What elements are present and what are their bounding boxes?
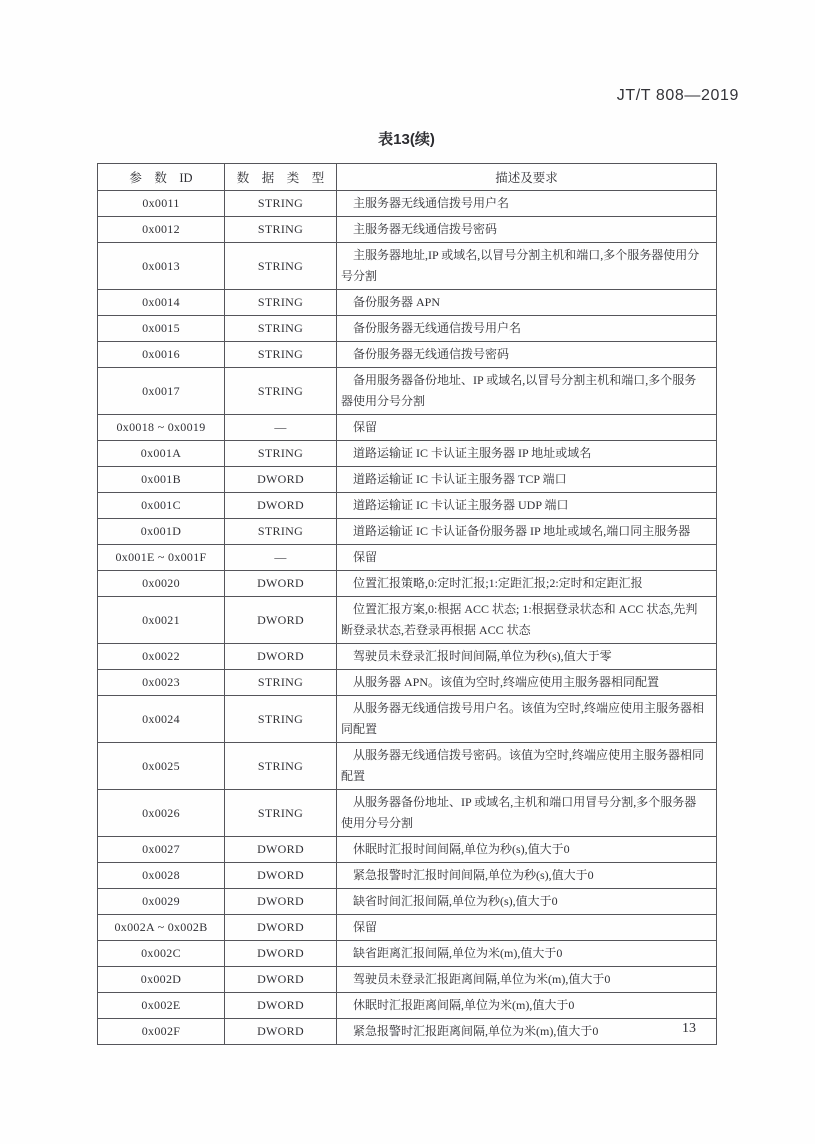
table-row — [98, 191, 717, 217]
description-text: 从服务器备份地址、IP 或域名,主机和端口用冒号分割,多个服务器使用分号分割 — [341, 795, 697, 830]
standard-code-header: JT/T 808—2019 — [616, 87, 739, 104]
param-id-cell: 0x002C — [98, 941, 225, 967]
description-text: 从服务器 APN。该值为空时,终端应使用主服务器相同配置 — [353, 675, 660, 689]
data-type-cell: — — [225, 415, 337, 441]
data-type-cell: STRING — [225, 191, 337, 217]
table-row — [98, 342, 717, 368]
description-cell — [337, 837, 717, 863]
table-row — [98, 863, 717, 889]
data-type-cell: STRING — [225, 342, 337, 368]
table-row — [98, 743, 717, 790]
description-cell — [337, 993, 717, 1019]
param-id-cell: 0x001A — [98, 441, 225, 467]
description-cell — [337, 743, 717, 790]
table-body — [98, 191, 717, 1045]
data-type-cell: DWORD — [225, 467, 337, 493]
table-row — [98, 790, 717, 837]
description-text: 休眠时汇报距离间隔,单位为米(m),值大于0 — [353, 998, 575, 1012]
description-cell — [337, 243, 717, 290]
description-text: 保留 — [353, 420, 378, 434]
table-row — [98, 519, 717, 545]
data-type-cell: DWORD — [225, 993, 337, 1019]
table-row — [98, 889, 717, 915]
table-row — [98, 571, 717, 597]
table-row — [98, 368, 717, 415]
description-cell — [337, 889, 717, 915]
table-row — [98, 243, 717, 290]
description-text: 驾驶员未登录汇报距离间隔,单位为米(m),值大于0 — [353, 972, 611, 986]
param-id-cell: 0x0023 — [98, 670, 225, 696]
description-text: 道路运输证 IC 卡认证主服务器 UDP 端口 — [353, 498, 569, 512]
param-id-cell: 0x0020 — [98, 571, 225, 597]
description-cell — [337, 545, 717, 571]
description-cell — [337, 342, 717, 368]
param-id-cell: 0x0021 — [98, 597, 225, 644]
param-id-cell: 0x002D — [98, 967, 225, 993]
data-type-cell: STRING — [225, 790, 337, 837]
description-cell — [337, 467, 717, 493]
description-text: 缺省时间汇报间隔,单位为秒(s),值大于0 — [353, 894, 558, 908]
param-id-cell: 0x0024 — [98, 696, 225, 743]
param-id-cell: 0x0026 — [98, 790, 225, 837]
data-type-cell: STRING — [225, 316, 337, 342]
data-type-cell: STRING — [225, 368, 337, 415]
data-type-cell: DWORD — [225, 915, 337, 941]
table-row — [98, 967, 717, 993]
data-type-cell: STRING — [225, 670, 337, 696]
description-text: 缺省距离汇报间隔,单位为米(m),值大于0 — [353, 946, 563, 960]
table-row — [98, 217, 717, 243]
param-id-cell: 0x0014 — [98, 290, 225, 316]
description-cell — [337, 597, 717, 644]
table-row — [98, 670, 717, 696]
param-id-cell: 0x002A ~ 0x002B — [98, 915, 225, 941]
param-id-cell: 0x001D — [98, 519, 225, 545]
param-id-cell: 0x002F — [98, 1019, 225, 1045]
description-text: 道路运输证 IC 卡认证主服务器 TCP 端口 — [353, 472, 567, 486]
table-row — [98, 467, 717, 493]
description-text: 主服务器无线通信拨号用户名 — [353, 196, 510, 210]
data-type-cell: DWORD — [225, 1019, 337, 1045]
parameters-table — [97, 163, 717, 1045]
param-id-cell: 0x002E — [98, 993, 225, 1019]
header-description: 描述及要求 — [337, 164, 717, 191]
description-cell — [337, 316, 717, 342]
data-type-cell: STRING — [225, 243, 337, 290]
param-id-cell: 0x001B — [98, 467, 225, 493]
param-id-cell: 0x0018 ~ 0x0019 — [98, 415, 225, 441]
header-param-id: 参 数 ID — [98, 164, 225, 191]
table-row — [98, 993, 717, 1019]
param-id-cell: 0x0011 — [98, 191, 225, 217]
table-row — [98, 644, 717, 670]
page-number: 13 — [682, 1021, 696, 1036]
description-cell — [337, 571, 717, 597]
data-type-cell: — — [225, 545, 337, 571]
data-type-cell: DWORD — [225, 889, 337, 915]
table-row — [98, 290, 717, 316]
description-text: 从服务器无线通信拨号用户名。该值为空时,终端应使用主服务器相同配置 — [341, 701, 705, 736]
param-id-cell: 0x0017 — [98, 368, 225, 415]
description-cell — [337, 696, 717, 743]
data-type-cell: STRING — [225, 743, 337, 790]
description-text: 位置汇报方案,0:根据 ACC 状态; 1:根据登录状态和 ACC 状态,先判断登录状态,若登录再根据 ACC 状态 — [341, 602, 698, 637]
description-cell — [337, 191, 717, 217]
description-text: 从服务器无线通信拨号密码。该值为空时,终端应使用主服务器相同配置 — [341, 748, 705, 783]
description-text: 保留 — [353, 920, 378, 934]
data-type-cell: DWORD — [225, 571, 337, 597]
param-id-cell: 0x001C — [98, 493, 225, 519]
description-cell — [337, 415, 717, 441]
description-text: 备份服务器无线通信拨号用户名 — [353, 321, 522, 335]
table-row — [98, 493, 717, 519]
description-text: 道路运输证 IC 卡认证备份服务器 IP 地址或域名,端口同主服务器 — [353, 524, 691, 538]
table-row — [98, 441, 717, 467]
description-cell — [337, 790, 717, 837]
table-row — [98, 1019, 717, 1045]
description-cell — [337, 217, 717, 243]
description-text: 紧急报警时汇报距离间隔,单位为米(m),值大于0 — [353, 1024, 599, 1038]
description-cell — [337, 519, 717, 545]
table-caption: 表13(续) — [378, 131, 435, 148]
table-row — [98, 837, 717, 863]
param-id-cell: 0x0013 — [98, 243, 225, 290]
description-cell — [337, 368, 717, 415]
description-text: 主服务器地址,IP 或域名,以冒号分割主机和端口,多个服务器使用分号分割 — [341, 248, 700, 283]
param-id-cell: 0x0025 — [98, 743, 225, 790]
description-text: 紧急报警时汇报时间间隔,单位为秒(s),值大于0 — [353, 868, 594, 882]
description-text: 主服务器无线通信拨号密码 — [353, 222, 498, 236]
description-cell — [337, 644, 717, 670]
data-type-cell: DWORD — [225, 837, 337, 863]
table-row — [98, 415, 717, 441]
description-cell — [337, 915, 717, 941]
description-cell — [337, 863, 717, 889]
description-text: 备用服务器备份地址、IP 或域名,以冒号分割主机和端口,多个服务器使用分号分割 — [341, 373, 697, 408]
param-id-cell: 0x0022 — [98, 644, 225, 670]
param-id-cell: 0x0015 — [98, 316, 225, 342]
data-type-cell: DWORD — [225, 597, 337, 644]
table-row — [98, 316, 717, 342]
header-data-type: 数 据 类 型 — [225, 164, 337, 191]
description-cell — [337, 670, 717, 696]
table-row — [98, 545, 717, 571]
table-row — [98, 915, 717, 941]
description-text: 休眠时汇报时间间隔,单位为秒(s),值大于0 — [353, 842, 570, 856]
table-header-row — [98, 164, 717, 191]
param-id-cell: 0x0012 — [98, 217, 225, 243]
description-text: 驾驶员未登录汇报时间间隔,单位为秒(s),值大于零 — [353, 649, 612, 663]
data-type-cell: DWORD — [225, 863, 337, 889]
param-id-cell: 0x0029 — [98, 889, 225, 915]
param-id-cell: 0x0027 — [98, 837, 225, 863]
description-cell — [337, 967, 717, 993]
description-cell — [337, 941, 717, 967]
table-row — [98, 597, 717, 644]
data-type-cell: DWORD — [225, 644, 337, 670]
param-id-cell: 0x0028 — [98, 863, 225, 889]
data-type-cell: STRING — [225, 217, 337, 243]
data-type-cell: STRING — [225, 441, 337, 467]
table-row — [98, 941, 717, 967]
table-row — [98, 696, 717, 743]
data-type-cell: DWORD — [225, 493, 337, 519]
description-text: 位置汇报策略,0:定时汇报;1:定距汇报;2:定时和定距汇报 — [353, 576, 643, 590]
description-text: 保留 — [353, 550, 378, 564]
data-type-cell: STRING — [225, 290, 337, 316]
data-type-cell: STRING — [225, 519, 337, 545]
description-text: 备份服务器无线通信拨号密码 — [353, 347, 510, 361]
data-type-cell: DWORD — [225, 967, 337, 993]
description-text: 道路运输证 IC 卡认证主服务器 IP 地址或域名 — [353, 446, 592, 460]
description-text: 备份服务器 APN — [353, 295, 441, 309]
data-type-cell: STRING — [225, 696, 337, 743]
param-id-cell: 0x0016 — [98, 342, 225, 368]
param-id-cell: 0x001E ~ 0x001F — [98, 545, 225, 571]
data-type-cell: DWORD — [225, 941, 337, 967]
description-cell — [337, 1019, 717, 1045]
description-cell — [337, 441, 717, 467]
description-cell — [337, 290, 717, 316]
description-cell — [337, 493, 717, 519]
